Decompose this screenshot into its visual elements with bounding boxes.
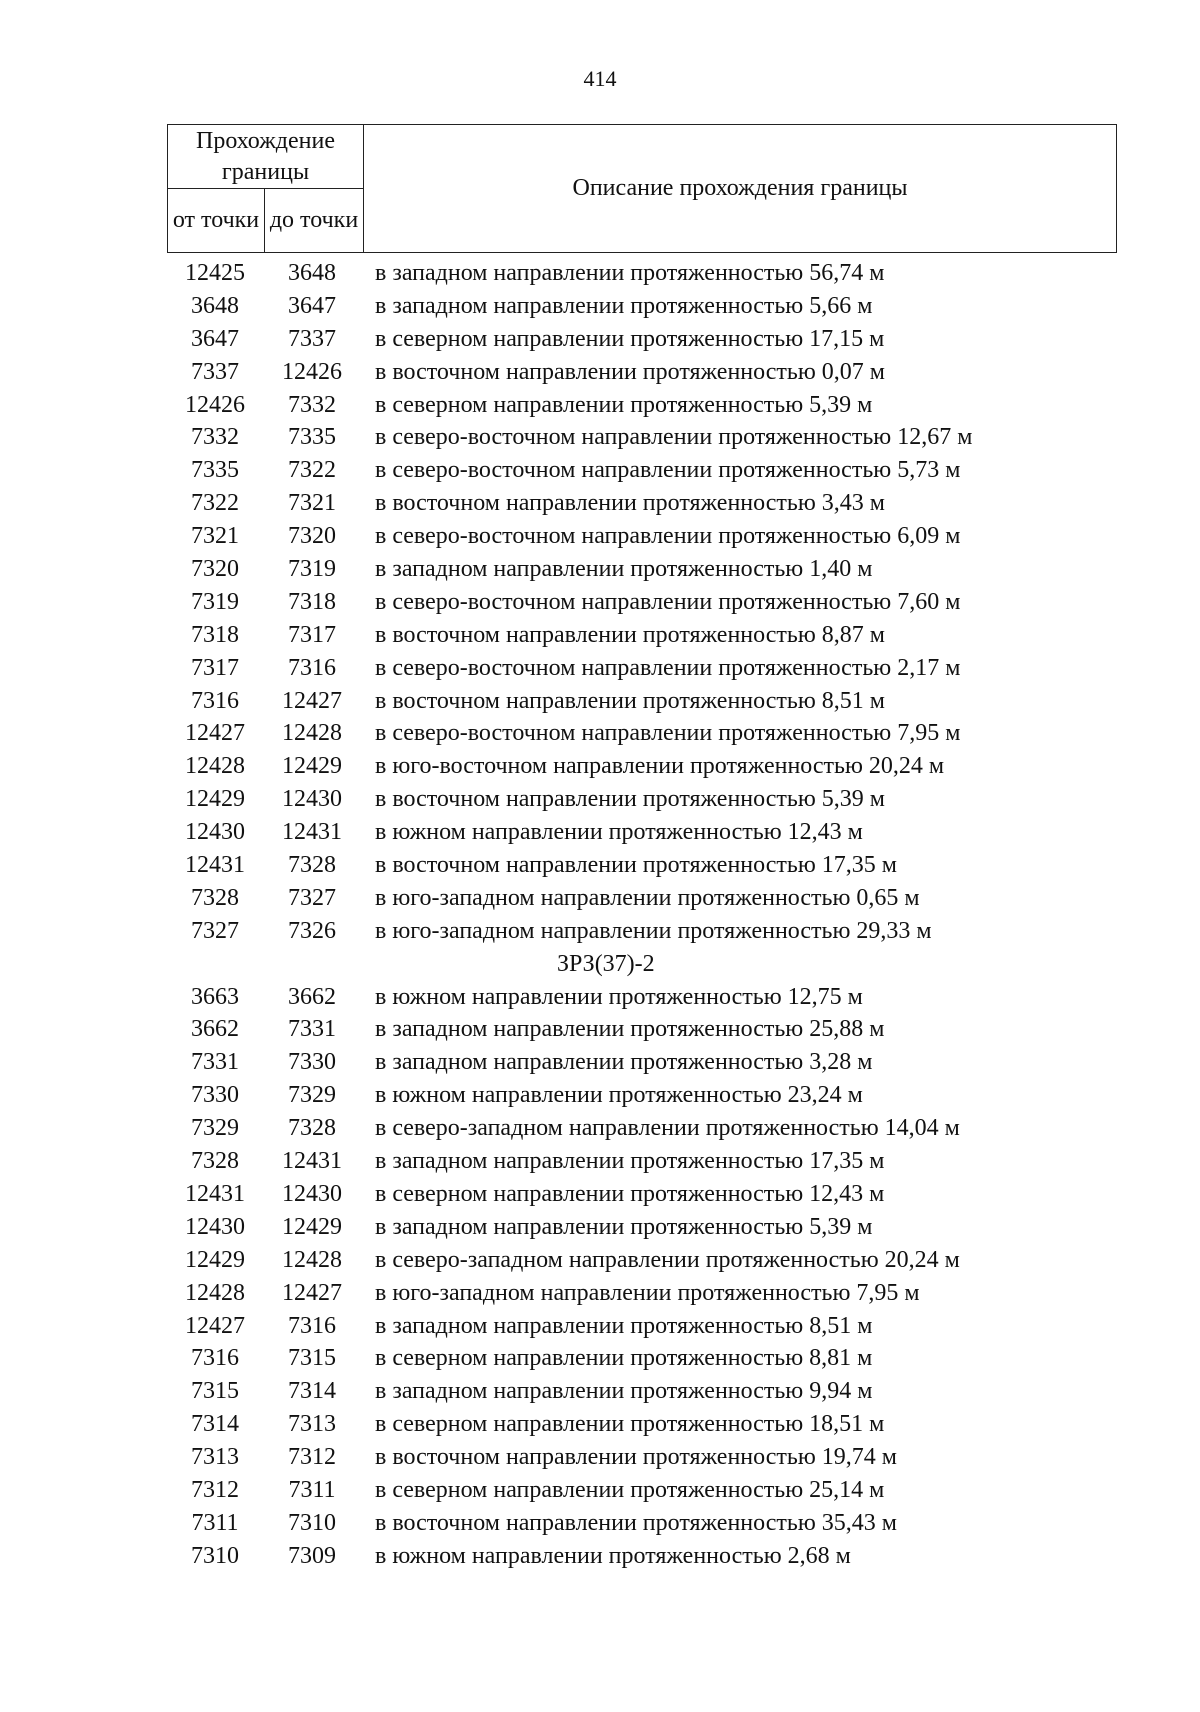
to-point-cell: 7328 (288, 852, 336, 879)
to-point-cell: 12431 (282, 819, 342, 846)
description-cell: в северном направлении протяженностью 12,43 м (375, 1180, 885, 1207)
table-row (167, 421, 1115, 454)
table-row (167, 1310, 1115, 1343)
description-cell: в северо-восточном направлении протяженностью 5,73 м (375, 457, 961, 484)
from-point-cell: 12425 (185, 260, 245, 286)
to-point-cell: 7329 (288, 1082, 336, 1109)
description-cell: в южном направлении протяженностью 23,24 м (375, 1082, 863, 1109)
table-row (167, 1211, 1115, 1244)
from-point-cell: 7317 (191, 654, 239, 681)
table-row (167, 520, 1115, 553)
from-point-cell: 7310 (191, 1542, 239, 1569)
to-point-cell: 7314 (288, 1378, 336, 1405)
from-point-cell: 12429 (185, 1246, 245, 1273)
table-row (167, 1540, 1115, 1573)
to-point-cell: 12426 (282, 358, 342, 385)
to-point-cell: 3648 (288, 260, 336, 286)
description-cell: в восточном направлении протяженностью 8,87 м (375, 621, 885, 648)
description-cell: в юго-западном направлении протяженностью 0,65 м (375, 884, 920, 911)
from-point-cell: 7331 (191, 1049, 239, 1076)
description-cell: в северо-западном направлении протяженностью 14,04 м (375, 1115, 960, 1142)
from-point-cell: 7316 (191, 687, 239, 714)
to-point-cell: 7337 (288, 325, 336, 352)
table-row (167, 1474, 1115, 1507)
table-row (167, 619, 1115, 652)
description-cell: в юго-восточном направлении протяженностью 20,24 м (375, 753, 945, 780)
to-point-cell: 7311 (288, 1476, 336, 1503)
from-point-cell: 7328 (191, 884, 239, 911)
to-point-cell: 12430 (282, 1180, 342, 1207)
from-point-cell: 12431 (185, 852, 245, 879)
from-point-cell: 7329 (191, 1115, 239, 1142)
boundary-table-body (167, 257, 1115, 1573)
from-point-cell: 7313 (191, 1444, 239, 1471)
description-cell: в западном направлении протяженностью 8,51 м (375, 1312, 873, 1339)
description-cell: в западном направлении протяженностью 56,74 м (375, 260, 885, 286)
from-point-cell: 12428 (185, 753, 245, 780)
to-point-cell: 7318 (288, 588, 336, 615)
table-row (167, 1342, 1115, 1375)
table-row (167, 454, 1115, 487)
table-row (167, 553, 1115, 586)
from-point-cell: 7321 (191, 523, 239, 550)
table-row (167, 389, 1115, 422)
table-row (167, 290, 1115, 323)
from-point-cell: 7314 (191, 1411, 239, 1438)
table-row (167, 1244, 1115, 1277)
to-point-cell: 7327 (288, 884, 336, 911)
table-row (167, 981, 1115, 1014)
to-point-cell: 12428 (282, 1246, 342, 1273)
to-point-cell: 7312 (288, 1444, 336, 1471)
header-to-label: до точки (265, 189, 364, 253)
description-cell: в юго-западном направлении протяженностью 29,33 м (375, 917, 932, 944)
table-row (167, 1112, 1115, 1145)
to-point-cell: 12429 (282, 1213, 342, 1240)
to-point-cell: 7310 (288, 1509, 336, 1536)
description-cell: в северном направлении протяженностью 18,51 м (375, 1411, 885, 1438)
table-row (167, 882, 1115, 915)
to-point-cell: 12431 (282, 1148, 342, 1175)
description-cell: в западном направлении протяженностью 3,28 м (375, 1049, 873, 1076)
description-cell: в северо-восточном направлении протяженностью 7,95 м (375, 720, 961, 747)
to-point-cell: 7331 (288, 1016, 336, 1043)
description-cell: в восточном направлении протяженностью 35,43 м (375, 1509, 897, 1536)
from-point-cell: 12426 (185, 391, 245, 418)
to-point-cell: 12429 (282, 753, 342, 780)
from-point-cell: 3647 (191, 325, 239, 352)
description-cell: в западном направлении протяженностью 5,66 м (375, 292, 873, 319)
from-point-cell: 12428 (185, 1279, 245, 1306)
to-point-cell: 7332 (288, 391, 336, 418)
from-point-cell: 12431 (185, 1180, 245, 1207)
to-point-cell: 7315 (288, 1345, 336, 1372)
to-point-cell: 7316 (288, 654, 336, 681)
from-point-cell: 12427 (185, 1312, 245, 1339)
description-cell: в южном направлении протяженностью 2,68 м (375, 1542, 851, 1569)
to-point-cell: 3662 (288, 983, 336, 1010)
table-row (167, 323, 1115, 356)
from-point-cell: 7319 (191, 588, 239, 615)
table-row (167, 1079, 1115, 1112)
from-point-cell: 7320 (191, 556, 239, 583)
to-point-cell: 7326 (288, 917, 336, 944)
table-row (167, 1145, 1115, 1178)
to-point-cell: 7313 (288, 1411, 336, 1438)
from-point-cell: 12427 (185, 720, 245, 747)
header-from-label: от точки (168, 189, 265, 253)
table-row (167, 750, 1115, 783)
table-row (167, 1046, 1115, 1079)
description-cell: в восточном направлении протяженностью 17,35 м (375, 852, 897, 879)
table-row (167, 1375, 1115, 1408)
from-point-cell: 7327 (191, 917, 239, 944)
table-row (167, 1408, 1115, 1441)
to-point-cell: 7330 (288, 1049, 336, 1076)
description-cell: в юго-западном направлении протяженностью 7,95 м (375, 1279, 920, 1306)
from-point-cell: 7335 (191, 457, 239, 484)
description-cell: в северо-восточном направлении протяженностью 7,60 м (375, 588, 961, 615)
table-row (167, 1178, 1115, 1211)
description-cell: в северо-восточном направлении протяженностью 2,17 м (375, 654, 961, 681)
from-point-cell: 7315 (191, 1378, 239, 1405)
description-cell: в западном направлении протяженностью 25,88 м (375, 1016, 885, 1043)
description-cell: в западном направлении протяженностью 9,94 м (375, 1378, 873, 1405)
description-cell: в западном направлении протяженностью 1,40 м (375, 556, 873, 583)
table-header (167, 124, 1117, 253)
table-row (167, 849, 1115, 882)
to-point-cell: 7335 (288, 424, 336, 451)
to-point-cell: 7321 (288, 490, 336, 517)
to-point-cell: 12430 (282, 786, 342, 813)
from-point-cell: 7322 (191, 490, 239, 517)
table-row (167, 816, 1115, 849)
page-number: 414 (583, 66, 617, 91)
from-point-cell: 3648 (191, 292, 239, 319)
from-point-cell: 3663 (191, 983, 239, 1010)
description-cell: в западном направлении протяженностью 5,39 м (375, 1213, 873, 1240)
to-point-cell: 12427 (282, 1279, 342, 1306)
section-title: ЗРЗ(37)-2 (557, 950, 655, 977)
description-cell: в восточном направлении протяженностью 8,51 м (375, 687, 885, 714)
to-point-cell: 7309 (288, 1542, 336, 1569)
description-cell: в северо-западном направлении протяженностью 20,24 м (375, 1246, 960, 1273)
from-point-cell: 7328 (191, 1148, 239, 1175)
description-cell: в южном направлении протяженностью 12,43 м (375, 819, 863, 846)
to-point-cell: 7317 (288, 621, 336, 648)
to-point-cell: 7320 (288, 523, 336, 550)
description-cell: в северном направлении протяженностью 25,14 м (375, 1476, 885, 1503)
from-point-cell: 3662 (191, 1016, 239, 1043)
to-point-cell: 12428 (282, 720, 342, 747)
table-row (167, 257, 1115, 290)
from-point-cell: 12429 (185, 786, 245, 813)
from-point-cell: 12430 (185, 1213, 245, 1240)
description-cell: в восточном направлении протяженностью 3,43 м (375, 490, 885, 517)
to-point-cell: 7322 (288, 457, 336, 484)
from-point-cell: 7311 (191, 1509, 239, 1536)
table-row (167, 685, 1115, 718)
to-point-cell: 3647 (288, 292, 336, 319)
to-point-cell: 12427 (282, 687, 342, 714)
description-cell: в восточном направлении протяженностью 19,74 м (375, 1444, 897, 1471)
description-cell: в западном направлении протяженностью 17,35 м (375, 1148, 885, 1175)
from-point-cell: 12430 (185, 819, 245, 846)
to-point-cell: 7319 (288, 556, 336, 583)
table-row (167, 783, 1115, 816)
from-point-cell: 7316 (191, 1345, 239, 1372)
description-cell: в южном направлении протяженностью 12,75 м (375, 983, 863, 1010)
header-group-label: Прохождение границы (168, 125, 364, 189)
table-row (167, 652, 1115, 685)
table-row (167, 915, 1115, 948)
to-point-cell: 7328 (288, 1115, 336, 1142)
table-row (167, 1441, 1115, 1474)
description-cell: в северном направлении протяженностью 17,15 м (375, 325, 885, 352)
table-row (167, 1013, 1115, 1046)
description-cell: в восточном направлении протяженностью 0,07 м (375, 358, 885, 385)
table-row (167, 586, 1115, 619)
from-point-cell: 7318 (191, 621, 239, 648)
description-cell: в северо-восточном направлении протяженностью 6,09 м (375, 523, 961, 550)
header-description-label: Описание прохождения границы (364, 125, 1117, 253)
from-point-cell: 7337 (191, 358, 239, 385)
description-cell: в северо-восточном направлении протяженностью 12,67 м (375, 424, 973, 451)
table-row (167, 487, 1115, 520)
table-row (167, 717, 1115, 750)
description-cell: в северном направлении протяженностью 8,81 м (375, 1345, 873, 1372)
description-cell: в северном направлении протяженностью 5,39 м (375, 391, 873, 418)
from-point-cell: 7312 (191, 1476, 239, 1503)
table-row (167, 356, 1115, 389)
from-point-cell: 7332 (191, 424, 239, 451)
from-point-cell: 7330 (191, 1082, 239, 1109)
table-row (167, 1277, 1115, 1310)
description-cell: в восточном направлении протяженностью 5,39 м (375, 786, 885, 813)
to-point-cell: 7316 (288, 1312, 336, 1339)
table-row (167, 1507, 1115, 1540)
